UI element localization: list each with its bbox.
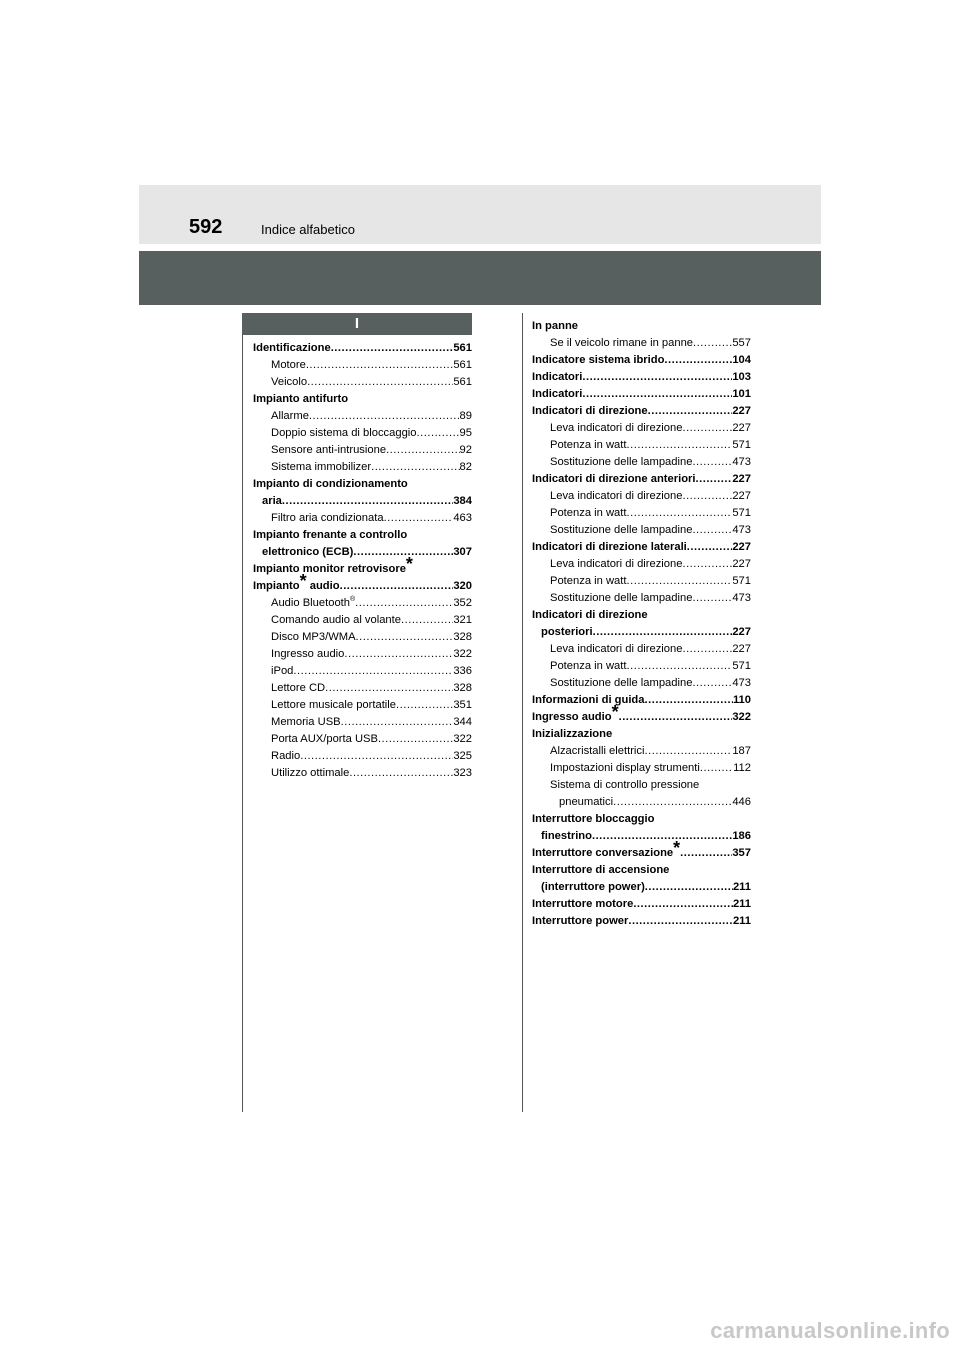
index-entry bbox=[532, 369, 751, 386]
page-ref: 104 bbox=[732, 354, 751, 366]
entry-term bbox=[271, 748, 300, 765]
entry-term-text: Indicatori bbox=[532, 388, 583, 400]
index-entry bbox=[532, 352, 751, 369]
index-entry bbox=[532, 505, 751, 522]
entry-term bbox=[541, 624, 593, 641]
entry-term-text: Indicatori di direzione anteriori bbox=[532, 473, 696, 485]
entry-term-text: Interruttore motore bbox=[532, 898, 634, 910]
entry-term-text: Sistema immobilizer bbox=[271, 461, 372, 473]
dot-leader bbox=[700, 760, 733, 777]
dot-leader bbox=[692, 522, 732, 539]
page-ref: 561 bbox=[453, 376, 472, 388]
entry-term bbox=[541, 828, 592, 845]
entry-term bbox=[271, 459, 371, 476]
index-entry bbox=[253, 357, 472, 374]
page-ref: 82 bbox=[459, 461, 472, 473]
index-entry bbox=[532, 794, 751, 811]
entry-term-text: Audio Bluetooth bbox=[271, 597, 350, 609]
dot-leader bbox=[386, 442, 459, 459]
page-ref: 325 bbox=[453, 750, 472, 762]
index-entry bbox=[253, 340, 472, 357]
index-entry bbox=[253, 646, 472, 663]
entry-term bbox=[550, 522, 692, 539]
index-entry bbox=[253, 714, 472, 731]
page-ref: 344 bbox=[453, 716, 472, 728]
index-entry bbox=[253, 571, 472, 595]
entry-term bbox=[550, 641, 682, 658]
page-ref: 95 bbox=[459, 427, 472, 439]
entry-term-text: Sistema di controllo pressione bbox=[550, 779, 700, 791]
dot-leader bbox=[687, 539, 733, 556]
page-ref: 322 bbox=[453, 648, 472, 660]
entry-term bbox=[532, 838, 681, 862]
page-ref: 557 bbox=[732, 337, 751, 349]
page-ref: 463 bbox=[453, 512, 472, 524]
entry-term-text: Interruttore conversazione bbox=[532, 847, 674, 859]
dot-leader bbox=[682, 556, 732, 573]
dot-leader bbox=[344, 646, 453, 663]
entry-term-text: (interruttore power) bbox=[541, 881, 645, 893]
dot-leader bbox=[341, 714, 454, 731]
entry-term-text: Veicolo bbox=[271, 376, 308, 388]
entry-term bbox=[550, 420, 682, 437]
dot-leader bbox=[645, 692, 733, 709]
index-column-right bbox=[532, 318, 751, 930]
index-entry bbox=[532, 522, 751, 539]
dot-leader bbox=[582, 386, 732, 403]
entry-term bbox=[532, 352, 664, 369]
dot-leader bbox=[417, 425, 460, 442]
entry-term-text: Impianto frenante a controllo bbox=[253, 529, 408, 541]
asterisk-mark: * bbox=[673, 838, 681, 858]
index-entry bbox=[532, 658, 751, 675]
page-ref: 473 bbox=[732, 456, 751, 468]
index-entry bbox=[253, 391, 472, 408]
asterisk-mark: * bbox=[405, 554, 413, 574]
entry-term-text: Indicatori di direzione bbox=[532, 405, 648, 417]
index-entry bbox=[532, 590, 751, 607]
dot-leader bbox=[627, 437, 733, 454]
column-rule-left bbox=[242, 313, 243, 1112]
dot-leader bbox=[355, 595, 453, 612]
page-ref: 328 bbox=[453, 682, 472, 694]
page-ref: 227 bbox=[732, 405, 751, 417]
entry-term-text: Sostituzione delle lampadine bbox=[550, 677, 693, 689]
page-ref: 352 bbox=[453, 597, 472, 609]
dot-leader bbox=[307, 374, 453, 391]
page-ref: 227 bbox=[732, 558, 751, 570]
index-entry bbox=[253, 476, 472, 493]
index-entry bbox=[532, 777, 751, 794]
dot-leader bbox=[627, 658, 733, 675]
entry-term-text: Filtro aria condizionata bbox=[271, 512, 384, 524]
entry-term bbox=[532, 913, 628, 930]
dot-leader bbox=[593, 624, 733, 641]
entry-term bbox=[532, 896, 633, 913]
entry-term-text: Se il veicolo rimane in panne bbox=[550, 337, 694, 349]
entry-term bbox=[271, 765, 349, 782]
index-entry bbox=[532, 828, 751, 845]
entry-term-text: Leva indicatori di direzione bbox=[550, 422, 683, 434]
index-entry bbox=[532, 539, 751, 556]
page-ref: 320 bbox=[453, 580, 472, 592]
entry-term-text: Allarme bbox=[271, 410, 309, 422]
entry-term-text: Utilizzo ottimale bbox=[271, 767, 350, 779]
page-ref: 227 bbox=[732, 473, 751, 485]
index-entry bbox=[532, 386, 751, 403]
page-ref: 473 bbox=[732, 524, 751, 536]
entry-term-text: Sostituzione delle lampadine bbox=[550, 456, 693, 468]
entry-term bbox=[271, 595, 355, 612]
entry-term bbox=[532, 702, 619, 726]
dot-leader bbox=[693, 335, 732, 352]
entry-term bbox=[271, 612, 401, 629]
dot-leader bbox=[340, 578, 454, 595]
entry-term-text: aria bbox=[262, 495, 282, 507]
index-entry bbox=[532, 335, 751, 352]
entry-term-text: Sostituzione delle lampadine bbox=[550, 524, 693, 536]
dot-leader bbox=[306, 357, 454, 374]
entry-term bbox=[550, 743, 645, 760]
index-letter-heading: I bbox=[242, 313, 472, 335]
index-entry bbox=[253, 595, 472, 612]
page-ref: 211 bbox=[732, 881, 751, 893]
index-entry bbox=[532, 760, 751, 777]
entry-term-text: Interruttore bloccaggio bbox=[532, 813, 655, 825]
entry-term bbox=[550, 488, 682, 505]
index-entry bbox=[532, 471, 751, 488]
page-ref: 321 bbox=[453, 614, 472, 626]
index-entry bbox=[532, 862, 751, 879]
entry-term-text: Interruttore di accensione bbox=[532, 864, 670, 876]
index-entry bbox=[253, 459, 472, 476]
entry-term-text: Interruttore power bbox=[532, 915, 629, 927]
page-ref: 187 bbox=[732, 745, 751, 757]
dot-leader bbox=[582, 369, 732, 386]
entry-term-text: Informazioni di guida bbox=[532, 694, 645, 706]
dot-leader bbox=[682, 641, 732, 658]
entry-term-text: Memoria USB bbox=[271, 716, 341, 728]
page-ref: 112 bbox=[733, 762, 751, 774]
index-entry bbox=[253, 697, 472, 714]
entry-term bbox=[550, 505, 627, 522]
entry-term-text: Potenza in watt bbox=[550, 507, 627, 519]
asterisk-mark: * bbox=[611, 702, 619, 722]
entry-term bbox=[271, 663, 293, 680]
entry-term-text: elettronico (ECB) bbox=[262, 546, 354, 558]
index-entry bbox=[532, 607, 751, 624]
dot-leader bbox=[682, 488, 732, 505]
dot-leader bbox=[645, 879, 733, 896]
entry-term bbox=[253, 571, 340, 595]
dot-leader bbox=[628, 913, 733, 930]
entry-term bbox=[550, 556, 682, 573]
page-ref: 571 bbox=[732, 660, 751, 672]
page-ref: 446 bbox=[732, 796, 751, 808]
dot-leader bbox=[613, 794, 732, 811]
page-number: 592 bbox=[189, 216, 223, 238]
entry-term bbox=[532, 386, 582, 403]
registered-mark: ® bbox=[350, 596, 356, 603]
dot-leader bbox=[401, 612, 453, 629]
entry-term bbox=[271, 425, 417, 442]
page-ref: 227 bbox=[732, 626, 751, 638]
entry-term-text: Indicatori di direzione bbox=[532, 609, 648, 621]
entry-term bbox=[271, 357, 306, 374]
entry-term bbox=[271, 629, 356, 646]
entry-term-text: Ingresso audio bbox=[271, 648, 345, 660]
dot-leader bbox=[627, 505, 733, 522]
index-entry bbox=[253, 765, 472, 782]
section-title: Indice alfabetico bbox=[261, 222, 355, 237]
index-entry bbox=[253, 510, 472, 527]
entry-term bbox=[262, 493, 282, 510]
entry-term bbox=[550, 760, 700, 777]
dot-leader bbox=[680, 845, 732, 862]
index-entry bbox=[532, 437, 751, 454]
entry-term-text: Sensore anti-intrusione bbox=[271, 444, 387, 456]
page-ref: 473 bbox=[732, 677, 751, 689]
entry-term-text: Radio bbox=[271, 750, 301, 762]
page-ref: 92 bbox=[459, 444, 472, 456]
entry-term bbox=[271, 714, 341, 731]
dot-leader bbox=[378, 731, 453, 748]
entry-term bbox=[271, 510, 384, 527]
entry-term-text: Indicatori di direzione laterali bbox=[532, 541, 687, 553]
page-ref: 561 bbox=[453, 359, 472, 371]
index-entry bbox=[532, 896, 751, 913]
page-ref: 322 bbox=[453, 733, 472, 745]
page-ref: 211 bbox=[732, 915, 751, 927]
page-ref: 322 bbox=[732, 711, 751, 723]
entry-term bbox=[271, 680, 325, 697]
page-ref: 110 bbox=[732, 694, 751, 706]
index-column-left bbox=[253, 340, 472, 782]
entry-term bbox=[532, 471, 696, 488]
page-ref: 571 bbox=[732, 507, 751, 519]
entry-term-text: In panne bbox=[532, 320, 578, 332]
index-entry bbox=[253, 544, 472, 561]
index-entry bbox=[532, 743, 751, 760]
entry-term-text: iPod bbox=[271, 665, 294, 677]
dot-leader bbox=[664, 352, 732, 369]
index-entry bbox=[532, 641, 751, 658]
entry-term-text: Impianto di condizionamento bbox=[253, 478, 408, 490]
entry-term bbox=[541, 879, 645, 896]
index-entry bbox=[253, 425, 472, 442]
dot-leader bbox=[349, 765, 453, 782]
entry-term bbox=[532, 369, 582, 386]
dot-leader bbox=[325, 680, 453, 697]
entry-term-text: Potenza in watt bbox=[550, 660, 627, 672]
entry-term-text: Doppio sistema di bloccaggio bbox=[271, 427, 417, 439]
page-ref: 103 bbox=[732, 371, 751, 383]
entry-term-text: Porta AUX/porta USB bbox=[271, 733, 378, 745]
dot-leader bbox=[353, 544, 453, 561]
asterisk-mark: * bbox=[299, 571, 307, 591]
entry-term bbox=[532, 403, 648, 420]
entry-term bbox=[550, 590, 692, 607]
entry-term bbox=[559, 794, 613, 811]
entry-term bbox=[271, 408, 309, 425]
entry-term bbox=[550, 573, 627, 590]
page-ref: 211 bbox=[732, 898, 751, 910]
index-entry bbox=[253, 612, 472, 629]
page-header bbox=[139, 185, 821, 244]
index-entry bbox=[253, 629, 472, 646]
entry-term bbox=[550, 335, 693, 352]
page-ref: 357 bbox=[732, 847, 751, 859]
index-entry bbox=[532, 726, 751, 743]
entry-term bbox=[271, 442, 386, 459]
column-rule-middle bbox=[522, 313, 523, 1112]
entry-term-text: Potenza in watt bbox=[550, 575, 627, 587]
dot-leader bbox=[682, 420, 732, 437]
entry-term-text: Lettore CD bbox=[271, 682, 326, 694]
page-ref: 186 bbox=[732, 830, 751, 842]
index-entry bbox=[253, 554, 472, 578]
index-entry bbox=[532, 573, 751, 590]
entry-term-text: Indicatori bbox=[532, 371, 583, 383]
entry-term-text: Sostituzione delle lampadine bbox=[550, 592, 693, 604]
dot-leader bbox=[696, 471, 733, 488]
dot-leader bbox=[300, 748, 453, 765]
dot-leader bbox=[627, 573, 733, 590]
entry-term bbox=[271, 731, 378, 748]
dot-leader bbox=[633, 896, 733, 913]
dot-leader bbox=[282, 493, 453, 510]
dot-leader bbox=[371, 459, 459, 476]
index-entry bbox=[532, 838, 751, 862]
dot-leader bbox=[293, 663, 453, 680]
dot-leader bbox=[692, 454, 732, 471]
dot-leader bbox=[331, 340, 454, 357]
index-entry bbox=[532, 488, 751, 505]
dot-leader bbox=[384, 510, 454, 527]
index-entry bbox=[253, 663, 472, 680]
entry-term bbox=[271, 374, 307, 391]
dot-leader bbox=[592, 828, 732, 845]
entry-term bbox=[532, 539, 687, 556]
index-entry bbox=[532, 692, 751, 709]
entry-term-text: Disco MP3/WMA bbox=[271, 631, 356, 643]
dot-leader bbox=[619, 709, 733, 726]
index-entry bbox=[253, 374, 472, 391]
index-entry bbox=[532, 879, 751, 896]
index-entry bbox=[532, 556, 751, 573]
entry-term bbox=[271, 697, 396, 714]
index-entry bbox=[532, 702, 751, 726]
entry-term-text: audio bbox=[306, 580, 340, 592]
page-ref: 571 bbox=[732, 439, 751, 451]
entry-term-text: Leva indicatori di direzione bbox=[550, 558, 683, 570]
entry-term-text: posteriori bbox=[541, 626, 593, 638]
index-entry bbox=[253, 731, 472, 748]
entry-term bbox=[253, 340, 331, 357]
index-entry bbox=[532, 624, 751, 641]
index-entry bbox=[532, 913, 751, 930]
page-ref: 384 bbox=[453, 495, 472, 507]
entry-term bbox=[550, 658, 627, 675]
entry-term-text: Impianto bbox=[253, 580, 300, 592]
entry-term-text: Impianto monitor retrovisore bbox=[253, 563, 406, 575]
page-ref: 227 bbox=[732, 541, 751, 553]
entry-term-text: finestrino bbox=[541, 830, 592, 842]
entry-term-text: Inizializzazione bbox=[532, 728, 613, 740]
page-ref: 336 bbox=[453, 665, 472, 677]
entry-term-text: Motore bbox=[271, 359, 306, 371]
entry-term bbox=[262, 544, 353, 561]
entry-term bbox=[550, 675, 692, 692]
page-ref: 351 bbox=[453, 699, 472, 711]
entry-term bbox=[271, 646, 344, 663]
page-ref: 323 bbox=[453, 767, 472, 779]
index-entry bbox=[532, 454, 751, 471]
watermark: carmanualsonline.info bbox=[710, 1318, 950, 1343]
index-entry bbox=[253, 493, 472, 510]
entry-term-text: Identificazione bbox=[253, 342, 331, 354]
entry-term-text: Lettore musicale portatile bbox=[271, 699, 396, 711]
entry-term-text: Leva indicatori di direzione bbox=[550, 490, 683, 502]
page-ref: 227 bbox=[732, 422, 751, 434]
index-entry bbox=[253, 748, 472, 765]
entry-term bbox=[550, 437, 627, 454]
page-ref: 561 bbox=[453, 342, 472, 354]
entry-term-text: Potenza in watt bbox=[550, 439, 627, 451]
dot-leader bbox=[396, 697, 453, 714]
entry-term bbox=[550, 454, 692, 471]
page-ref: 227 bbox=[732, 643, 751, 655]
entry-term-text: Impostazioni display strumenti bbox=[550, 762, 700, 774]
entry-term-text: Indicatore sistema ibrido bbox=[532, 354, 665, 366]
page-ref: 89 bbox=[459, 410, 472, 422]
entry-term-text: Alzacristalli elettrici bbox=[550, 745, 645, 757]
dot-leader bbox=[645, 743, 733, 760]
dot-leader bbox=[648, 403, 733, 420]
index-entry bbox=[253, 527, 472, 544]
entry-term-text: Ingresso audio bbox=[532, 711, 612, 723]
page-ref: 571 bbox=[732, 575, 751, 587]
index-entry bbox=[532, 811, 751, 828]
dot-leader bbox=[356, 629, 454, 646]
entry-term-text: Impianto antifurto bbox=[253, 393, 349, 405]
dot-leader bbox=[309, 408, 460, 425]
entry-term-text: Leva indicatori di direzione bbox=[550, 643, 683, 655]
entry-term bbox=[532, 692, 645, 709]
page-ref: 473 bbox=[732, 592, 751, 604]
header-band bbox=[139, 251, 821, 305]
entry-term-text: pneumatici bbox=[559, 796, 614, 808]
entry-term-text: Comando audio al volante bbox=[271, 614, 401, 626]
page-ref: 227 bbox=[732, 490, 751, 502]
page-ref: 101 bbox=[732, 388, 751, 400]
page-ref: 328 bbox=[453, 631, 472, 643]
index-entry bbox=[532, 675, 751, 692]
page-ref: 307 bbox=[453, 546, 472, 558]
dot-leader bbox=[692, 590, 732, 607]
index-entry bbox=[253, 680, 472, 697]
dot-leader bbox=[692, 675, 732, 692]
index-entry bbox=[532, 420, 751, 437]
index-entry bbox=[532, 403, 751, 420]
index-entry bbox=[532, 318, 751, 335]
index-entry bbox=[253, 442, 472, 459]
index-entry bbox=[253, 408, 472, 425]
